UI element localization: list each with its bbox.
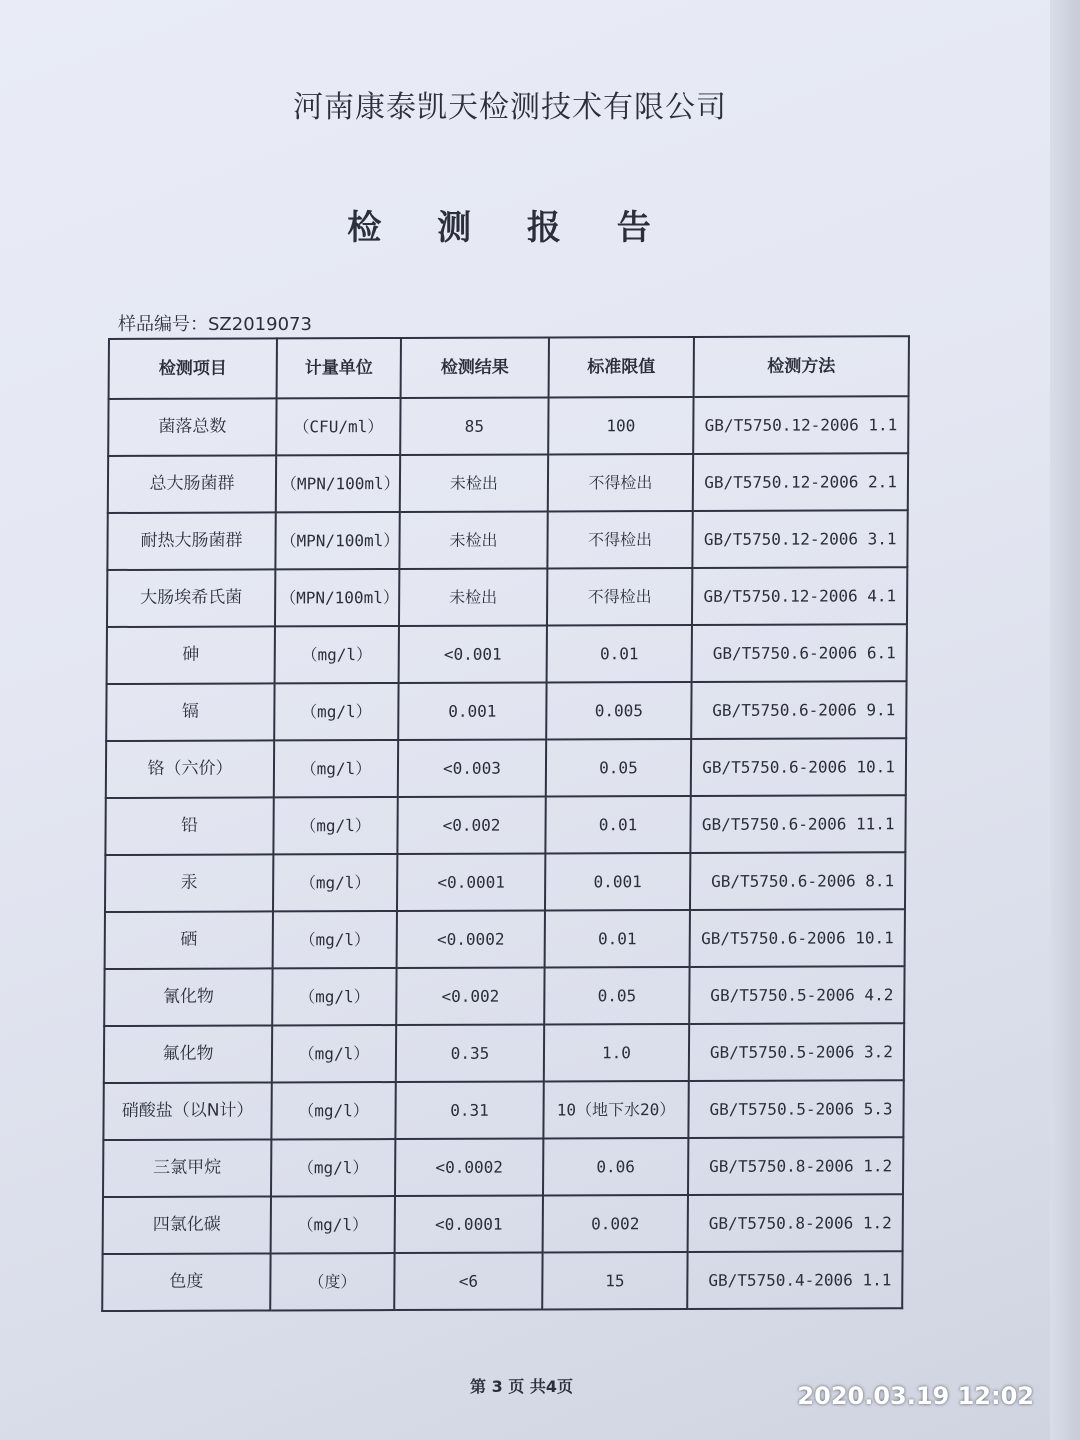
cell-limit: 10（地下水20） [543, 1081, 688, 1139]
cell-result: <6 [394, 1253, 542, 1311]
cell-method: GB/T5750.5-2006 5.3 [688, 1080, 903, 1138]
cell-result: <0.001 [399, 625, 547, 683]
table-row [106, 738, 906, 798]
cell-unit: （mg/l） [273, 854, 397, 911]
cell-limit: 1.0 [544, 1024, 689, 1082]
cell-result: 未检出 [400, 454, 548, 512]
cell-item: 总大肠菌群 [108, 455, 276, 513]
cell-method: GB/T5750.6-2006 10.1 [690, 909, 905, 967]
cell-limit: 0.01 [545, 910, 690, 968]
table-header-row [109, 336, 909, 399]
cell-limit: 不得检出 [548, 454, 693, 512]
cell-method: GB/T5750.6-2006 6.1 [692, 624, 907, 682]
cell-item: 硒 [105, 911, 273, 969]
table-row [107, 510, 907, 570]
cell-item: 铬（六价） [106, 740, 274, 798]
cell-limit: 0.06 [543, 1138, 688, 1196]
table-row [103, 1137, 903, 1197]
cell-result: <0.0002 [395, 1138, 543, 1196]
cell-method: GB/T5750.5-2006 4.2 [689, 966, 904, 1024]
cell-unit: （mg/l） [275, 626, 399, 683]
cell-limit: 0.01 [545, 796, 690, 854]
table-row [106, 681, 906, 741]
cell-unit: （mg/l） [274, 740, 398, 797]
cell-limit: 100 [548, 397, 693, 455]
cell-result: 0.31 [395, 1081, 543, 1139]
table-row [108, 396, 908, 456]
cell-unit: （mg/l） [273, 911, 397, 968]
cell-result: <0.0001 [395, 1196, 543, 1254]
table-row [105, 795, 905, 855]
table-row [104, 1023, 904, 1083]
cell-unit: （mg/l） [273, 797, 397, 854]
cell-item: 铅 [105, 797, 273, 855]
cell-limit: 0.05 [546, 739, 691, 797]
cell-method: GB/T5750.6-2006 10.1 [691, 738, 906, 796]
table-row [105, 852, 905, 912]
cell-method: GB/T5750.5-2006 3.2 [689, 1023, 904, 1081]
cell-item: 镉 [106, 683, 274, 741]
cell-item: 耐热大肠菌群 [107, 512, 275, 570]
table-row [104, 966, 904, 1026]
cell-result: 85 [400, 397, 548, 455]
cell-item: 氰化物 [104, 968, 272, 1026]
cell-result: 0.001 [398, 682, 546, 740]
cell-result: 未检出 [399, 511, 547, 569]
table-row [107, 624, 907, 684]
cell-item: 色度 [102, 1253, 270, 1311]
cell-result: <0.002 [396, 967, 544, 1025]
cell-limit: 0.05 [544, 967, 689, 1025]
cell-unit: （mg/l） [274, 683, 398, 740]
cell-item: 四氯化碳 [103, 1196, 271, 1254]
cell-limit: 15 [542, 1252, 687, 1310]
page-footer: 第 3 页 共4页 [470, 1377, 573, 1396]
cell-unit: （MPN/100ml） [276, 455, 400, 512]
cell-method: GB/T5750.8-2006 1.2 [688, 1137, 903, 1195]
cell-unit: （mg/l） [271, 1082, 395, 1139]
header-limit: 标准限值 [549, 337, 694, 398]
cell-item: 菌落总数 [108, 398, 276, 456]
cell-method: GB/T5750.6-2006 8.1 [690, 852, 905, 910]
cell-method: GB/T5750.6-2006 11.1 [690, 795, 905, 853]
table-row [103, 1194, 903, 1254]
header-unit: 计量单位 [277, 338, 401, 398]
results-table [101, 335, 910, 1312]
cell-unit: （mg/l） [271, 1196, 395, 1253]
cell-result: <0.0002 [397, 910, 545, 968]
cell-limit: 0.001 [545, 853, 690, 911]
cell-limit: 0.01 [547, 625, 692, 683]
table-row [103, 1080, 903, 1140]
cell-result: 未检出 [399, 568, 547, 626]
cell-unit: （mg/l） [272, 1025, 396, 1082]
cell-unit: （MPN/100ml） [275, 512, 399, 569]
results-table-wrapper [101, 335, 908, 1312]
company-name: 河南康泰凯天检测技术有限公司 [293, 90, 727, 125]
header-result: 检测结果 [401, 337, 549, 398]
cell-method: GB/T5750.12-2006 1.1 [693, 396, 908, 454]
cell-method: GB/T5750.12-2006 3.1 [692, 510, 907, 568]
cell-result: <0.002 [397, 796, 545, 854]
cell-item: 汞 [105, 854, 273, 912]
cell-method: GB/T5750.6-2006 9.1 [691, 681, 906, 739]
cell-method: GB/T5750.12-2006 4.1 [692, 567, 907, 625]
cell-method: GB/T5750.4-2006 1.1 [687, 1251, 902, 1309]
cell-limit: 不得检出 [547, 568, 692, 626]
cell-item: 大肠埃希氏菌 [107, 569, 275, 627]
table-row [105, 909, 905, 969]
cell-item: 三氯甲烷 [103, 1139, 271, 1197]
table-row [107, 567, 907, 627]
cell-item: 砷 [107, 626, 275, 684]
cell-limit: 0.002 [543, 1195, 688, 1253]
photo-timestamp: 2020.03.19 12:02 [797, 1382, 1034, 1410]
cell-unit: （mg/l） [271, 1139, 395, 1196]
header-item: 检测项目 [109, 338, 277, 399]
table-row [102, 1251, 902, 1311]
cell-limit: 0.005 [546, 682, 691, 740]
cell-result: <0.0001 [397, 853, 545, 911]
cell-unit: （MPN/100ml） [275, 569, 399, 626]
report-title: 检 测 报 告 [347, 208, 673, 248]
sample-number: 样品编号：SZ2019073 [118, 314, 312, 335]
cell-item: 氟化物 [104, 1025, 272, 1083]
cell-unit: （mg/l） [272, 968, 396, 1025]
header-method: 检测方法 [694, 336, 909, 397]
cell-unit: （度） [270, 1253, 394, 1310]
cell-unit: （CFU/ml） [276, 398, 400, 455]
cell-item: 硝酸盐（以N计） [103, 1082, 271, 1140]
cell-result: 0.35 [396, 1024, 544, 1082]
table-row [108, 453, 908, 513]
cell-result: <0.003 [398, 739, 546, 797]
adjacent-page-edge [1050, 0, 1080, 1440]
cell-method: GB/T5750.12-2006 2.1 [693, 453, 908, 511]
cell-method: GB/T5750.8-2006 1.2 [688, 1194, 903, 1252]
cell-limit: 不得检出 [547, 511, 692, 569]
